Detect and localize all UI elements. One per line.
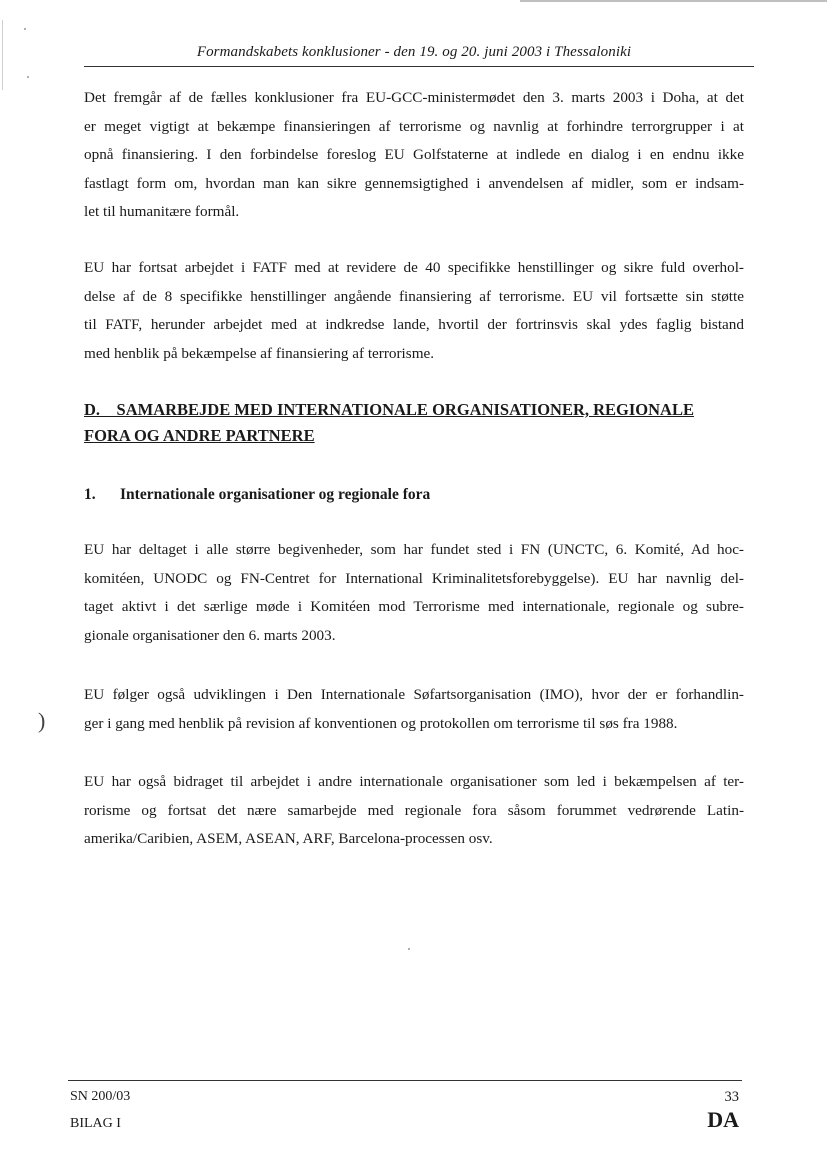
text-line: opnå finansiering. I den forbindelse foreslog EU Golfstaterne at indlede en dialog i en endnu ikke [84,146,744,163]
scan-edge-line [520,0,827,2]
section-heading-line: D. SAMARBEJDE MED INTERNATIONALE ORGANISATIONER, REGIONALE [84,400,694,419]
footer-rule [68,1080,742,1081]
text-line: komitéen, UNODC og FN-Centret for International Kriminalitetsforebyggelse). EU har navnlig del- [84,569,744,587]
paragraph-1 [84,84,744,227]
text-line: gionale organisationer den 6. marts 2003. [84,626,336,644]
text-line: er meget vigtigt at bekæmpe finansieringen af terrorisme og navnlig at forhindre terrorgrupper i at [84,117,744,135]
text-line: Det fremgår af de fælles konklusioner fra EU-GCC-ministermødet den 3. marts 2003 i Doha, at det [84,89,744,106]
scan-hole-punch-mark: ) [38,708,46,733]
paragraph-5 [84,768,744,854]
scan-speck [27,76,29,78]
footer-doc-info [70,1083,130,1137]
scan-edge-line-left [2,20,3,90]
text-line: amerika/Caribien, ASEM, ASEAN, ARF, Barcelona-processen osv. [84,830,493,847]
paragraph-3 [84,536,744,650]
section-heading [84,397,724,449]
text-line: med henblik på bekæmpelse af finansiering af terrorisme. [84,344,435,362]
paragraph-4 [84,681,744,738]
text-line: EU har også bidraget til arbejdet i andre internationale organisationer som led i bekæmpelsen af ter- [84,773,744,790]
text-line: EU følger også udviklingen i Den Internationale Søfartsorganisation (IMO), hvor der er forhandlin- [84,686,744,703]
language-code: DA [707,1107,739,1132]
text-line: taget aktivt i det særlige møde i Komitéen mod Terrorisme med internationale, regionale og subre- [84,598,744,615]
annex-label: BILAG I [70,1116,121,1131]
paragraph-2 [84,254,744,368]
text-line: EU har deltaget i alle større begivenheder, som har fundet sted i FN (UNCTC, 6. Komité, Ad hoc- [84,541,744,558]
scan-speck [408,948,410,950]
page-number: 33 [724,1089,739,1105]
text-line: delse af de 8 specifikke henstillinger angående finansiering af terrorisme. EU vil fortsætte sin støtte [84,287,744,305]
text-line: til FATF, herunder arbejdet med at indkredse lande, hvortil der fortrinsvis skal ydes faglig bistand [84,316,744,333]
subsection-heading [84,484,430,506]
text-line: rorisme og fortsat det nære samarbejde med regionale fora såsom forummet vedrørende Latin- [84,801,744,819]
document-reference: SN 200/03 [70,1089,131,1104]
text-line: fastlagt form om, hvordan man kan sikre gennemsigtighed i anvendelsen af midler, som er indsam- [84,174,744,192]
scan-speck [24,28,26,30]
header-rule [84,66,754,67]
footer-page-info [707,1088,739,1134]
text-line: ger i gang med henblik på revision af konventionen og protokollen om terrorisme til søs fra 1988. [84,714,678,732]
text-line: let til humanitære formål. [84,203,240,220]
running-header: Formandskabets konklusioner - den 19. og 20. juni 2003 i Thessaloniki [196,44,632,60]
subsection-number: 1. [84,486,96,503]
section-heading-line: FORA OG ANDRE PARTNERE [84,426,315,445]
subsection-title: Internationale organisationer og regionale fora [120,486,431,503]
text-line: EU har fortsat arbejdet i FATF med at revidere de 40 specifikke henstillinger og sikre fuld overhol- [84,259,744,276]
